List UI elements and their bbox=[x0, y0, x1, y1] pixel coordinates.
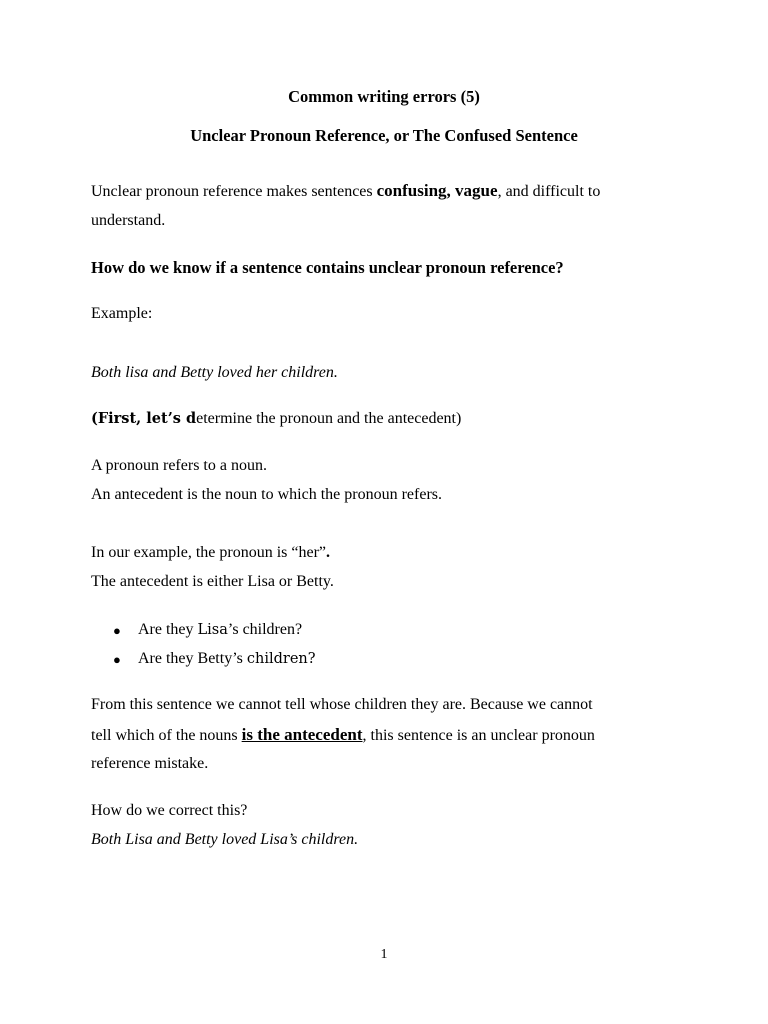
intro-line-1 bbox=[91, 181, 600, 201]
antecedent-line: The antecedent is either Lisa or Betty. bbox=[91, 573, 334, 590]
conclusion-line-1: From this sentence we cannot tell whose children they are. Because we cannot bbox=[91, 696, 593, 713]
determine-bold: (First, let’s d bbox=[91, 410, 197, 427]
document-subtitle: Unclear Pronoun Reference, or The Confused Sentence bbox=[190, 126, 578, 145]
intro-text-1: Unclear pronoun reference makes sentences bbox=[91, 183, 377, 200]
bullet-item-1 bbox=[138, 621, 302, 639]
example-pronoun-line bbox=[91, 544, 330, 562]
section-question: How do we know if a sentence contains unclear pronoun reference? bbox=[91, 258, 564, 277]
conclusion-line-2-post: , this sentence is an unclear pronoun bbox=[362, 727, 595, 744]
bullet-2-bold: children? bbox=[246, 651, 316, 667]
bullet-1-post: ’s children? bbox=[227, 621, 303, 638]
bullet-1-pre: Are they bbox=[138, 621, 198, 638]
example-pronoun-period: . bbox=[326, 544, 331, 561]
conclusion-line-2-pre: tell which of the nouns bbox=[91, 727, 242, 744]
determine-line bbox=[91, 410, 461, 428]
intro-emphasis: confusing, vague bbox=[376, 181, 498, 200]
conclusion-line-2 bbox=[91, 725, 595, 745]
intro-text-2: , and difficult to bbox=[497, 183, 601, 200]
conclusion-line-3: reference mistake. bbox=[91, 755, 209, 772]
bullet-dot-1: ● bbox=[113, 623, 121, 638]
definition-antecedent: An antecedent is the noun to which the pronoun refers. bbox=[91, 486, 443, 503]
correction-sentence: Both Lisa and Betty loved Lisa’s children. bbox=[91, 831, 359, 848]
bullet-2-pre: Are they Betty’s bbox=[138, 650, 247, 667]
bullet-dot-2: ● bbox=[113, 652, 121, 667]
determine-rest: etermine the pronoun and the antecedent) bbox=[196, 410, 462, 427]
document-title: Common writing errors (5) bbox=[288, 87, 480, 106]
definition-pronoun: A pronoun refers to a noun. bbox=[91, 457, 267, 474]
conclusion-emphasis: is the antecedent bbox=[241, 725, 363, 744]
intro-line-2: understand. bbox=[91, 212, 166, 229]
bullet-item-2 bbox=[138, 650, 316, 668]
bullet-1-name: Lisa bbox=[197, 622, 228, 638]
page-number: 1 bbox=[380, 947, 388, 962]
example-sentence: Both lisa and Betty loved her children. bbox=[91, 364, 338, 381]
example-label: Example: bbox=[91, 305, 153, 322]
correction-question: How do we correct this? bbox=[91, 802, 248, 819]
example-pronoun-text: In our example, the pronoun is “her” bbox=[91, 544, 327, 561]
